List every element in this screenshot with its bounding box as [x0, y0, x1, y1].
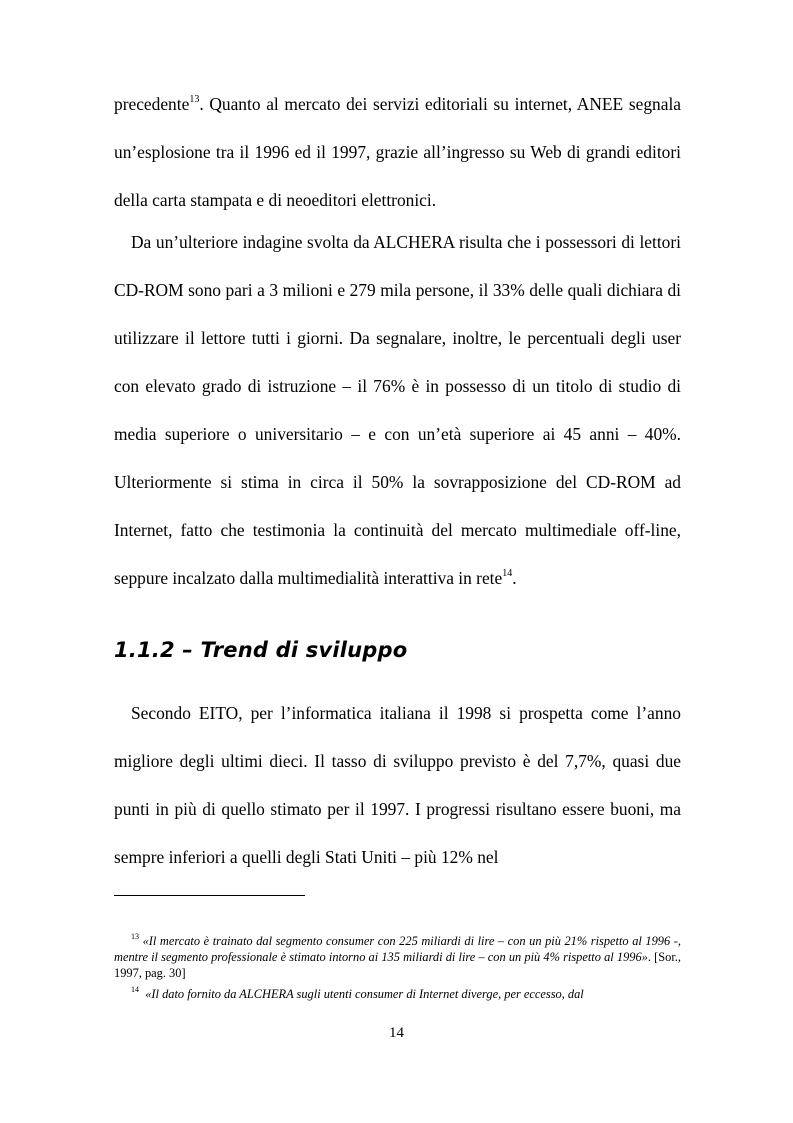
- footnote-quote: «Il mercato è trainato dal segmento consumer con 225 miliardi di lire – con un più 21% rispetto al 1996 -, mentre il segmento professionale è stimato intorno ai 135 miliardi di lire – con un più 4% rispetto al 1996»: [114, 934, 681, 964]
- body-paragraph-3: [114, 689, 681, 881]
- footnote-number: 14: [131, 984, 139, 994]
- body-paragraph-1: [114, 80, 681, 224]
- footnote-reference-14[interactable]: 14: [502, 568, 513, 580]
- footnote-citation: . [Sor., 1997, pag. 30]: [114, 950, 682, 980]
- footnote-quote: «Il dato fornito da ALCHERA sugli utenti consumer di Internet diverge, per eccesso, dal: [145, 987, 584, 1001]
- footnote-13: [114, 933, 681, 981]
- paragraph-text: . Quanto al mercato dei servizi editoriali su internet, ANEE segnala un’esplosione tra il 1996 ed il 1997, grazie all’ingresso su Web di grandi editori della carta stampata e di neoeditori elettronici.: [114, 94, 681, 210]
- paragraph-text: precedente: [114, 94, 190, 114]
- footnote-14: [114, 986, 681, 1002]
- paragraph-text: Da un’ulteriore indagine svolta da ALCHERA risulta che i possessori di lettori CD-ROM sono pari a 3 milioni e 279 mila persone, il 33% delle quali dichiara di utilizzare il lettore tutti i giorni. Da segnalare, inoltre, le percentuali degli user con elevato grado di istruzione – il 76% è in possesso di un titolo di studio di media superiore o universitario – e con un’età superiore ai 45 anni – 40%. Ulteriormente si stima in circa il 50% la sovrapposizione del CD-ROM ad Internet, fatto che testimonia la continuità del mercato multimediale off-line, seppure incalzato dalla multimedialità interattiva in rete: [114, 232, 681, 588]
- footnote-number: 13: [131, 931, 139, 941]
- paragraph-text: Secondo EITO, per l’informatica italiana il 1998 si prospetta come l’anno migliore degli ultimi dieci. Il tasso di sviluppo previsto è del 7,7%, quasi due punti in più di quello stimato per il 1997. I progressi risultano essere buoni, ma sempre inferiori a quelli degli Stati Uniti – più 12% nel: [114, 703, 681, 867]
- paragraph-text: .: [512, 568, 517, 588]
- body-paragraph-2: [114, 218, 681, 602]
- page-number: 14: [389, 1025, 404, 1041]
- footnote-reference-13[interactable]: 13: [189, 94, 200, 106]
- section-heading: 1.1.2 – Trend di sviluppo: [114, 638, 408, 662]
- footnote-separator: [114, 895, 305, 896]
